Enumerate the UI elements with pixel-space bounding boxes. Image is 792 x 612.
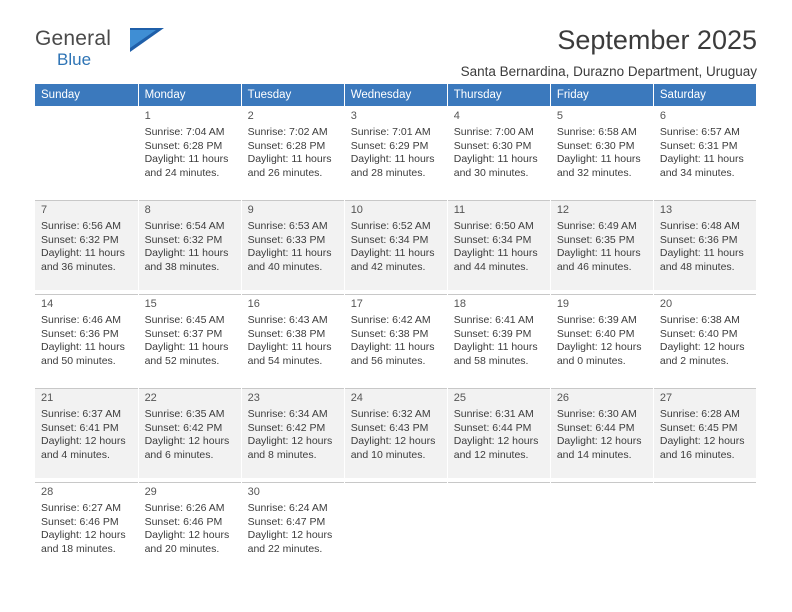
page-header: [35, 0, 757, 82]
day-detail-line: and 50 minutes.: [41, 354, 116, 367]
day-detail-line: and 46 minutes.: [556, 260, 632, 273]
day-detail-line: Sunrise: 6:35 AM: [144, 408, 225, 421]
day-detail-line: Daylight: 12 hours: [144, 529, 230, 542]
weekday-header-tuesday: Tuesday: [241, 84, 344, 107]
day-number: 2: [247, 110, 254, 122]
day-detail-line: Sunrise: 6:28 AM: [659, 408, 740, 421]
day-detail-line: Sunset: 6:31 PM: [659, 139, 738, 152]
day-detail-line: Sunset: 6:33 PM: [247, 233, 326, 246]
day-detail-line: Sunrise: 6:30 AM: [556, 408, 637, 421]
day-number: 24: [350, 392, 363, 404]
day-detail-line: Daylight: 11 hours: [247, 153, 332, 166]
day-number: 22: [144, 392, 157, 404]
day-detail-line: and 20 minutes.: [144, 542, 220, 555]
day-detail-line: Daylight: 12 hours: [659, 341, 745, 354]
day-detail-line: and 0 minutes.: [556, 354, 626, 367]
day-detail-line: Sunset: 6:47 PM: [247, 515, 326, 528]
calendar-day-cell[interactable]: [344, 107, 447, 197]
day-detail-line: and 34 minutes.: [659, 166, 735, 179]
day-detail-line: and 44 minutes.: [453, 260, 529, 273]
calendar-day-cell[interactable]: [138, 201, 241, 291]
day-detail-line: Sunrise: 6:46 AM: [41, 314, 121, 327]
calendar-day-cell[interactable]: [344, 389, 447, 479]
calendar-cell-empty: [35, 107, 138, 197]
day-detail-line: Sunset: 6:30 PM: [556, 139, 635, 152]
calendar-day-cell[interactable]: [550, 107, 653, 197]
calendar-day-cell[interactable]: [35, 483, 138, 573]
day-detail-line: and 54 minutes.: [247, 354, 323, 367]
day-number: 9: [247, 204, 254, 216]
day-detail-line: Sunset: 6:34 PM: [350, 233, 429, 246]
day-detail-line: and 24 minutes.: [144, 166, 220, 179]
day-detail-line: Daylight: 12 hours: [247, 529, 333, 542]
day-detail-line: Sunrise: 6:45 AM: [144, 314, 225, 327]
day-detail-line: Daylight: 11 hours: [350, 341, 435, 354]
calendar-day-cell[interactable]: [241, 107, 344, 197]
logo-text-blue: Blue: [57, 50, 92, 69]
calendar-day-cell[interactable]: [447, 389, 550, 479]
day-detail-line: Sunrise: 7:00 AM: [453, 126, 534, 139]
calendar-day-cell[interactable]: [653, 107, 756, 197]
flag-icon: [130, 28, 164, 52]
calendar-day-cell[interactable]: [138, 295, 241, 385]
day-detail-line: Sunrise: 6:27 AM: [41, 502, 121, 515]
calendar-cell-empty: [344, 483, 447, 573]
day-detail-line: Sunrise: 7:01 AM: [350, 126, 431, 139]
calendar-day-cell[interactable]: [241, 483, 344, 573]
day-number: 14: [41, 298, 54, 310]
weekday-header-wednesday: Wednesday: [344, 84, 447, 107]
day-detail-line: Sunset: 6:28 PM: [247, 139, 326, 152]
day-detail-line: Sunset: 6:44 PM: [556, 421, 635, 434]
day-detail-line: Daylight: 11 hours: [247, 341, 332, 354]
calendar-week-row: [35, 107, 757, 197]
calendar-cell-empty: [550, 483, 653, 573]
day-detail-line: Sunset: 6:36 PM: [41, 327, 119, 340]
day-detail-line: Sunrise: 6:56 AM: [41, 220, 121, 233]
calendar-cell-empty: [653, 483, 756, 573]
day-detail-line: and 30 minutes.: [453, 166, 529, 179]
day-detail-line: and 10 minutes.: [350, 448, 426, 461]
day-detail-line: Daylight: 11 hours: [41, 341, 125, 354]
day-detail-line: and 48 minutes.: [659, 260, 735, 273]
day-number: 11: [453, 204, 466, 216]
calendar-day-cell[interactable]: [653, 295, 756, 385]
day-detail-line: Sunrise: 6:26 AM: [144, 502, 225, 515]
calendar-day-cell[interactable]: [550, 389, 653, 479]
day-detail-line: Sunrise: 6:34 AM: [247, 408, 328, 421]
day-detail-line: Sunset: 6:28 PM: [144, 139, 223, 152]
day-detail-line: Sunset: 6:38 PM: [247, 327, 326, 340]
day-detail-line: and 6 minutes.: [144, 448, 214, 461]
day-detail-line: Daylight: 11 hours: [453, 247, 538, 260]
weekday-header-row: [35, 84, 757, 107]
day-detail-line: Sunrise: 7:04 AM: [144, 126, 225, 139]
logo-text-general: General: [35, 27, 112, 50]
day-detail-line: Daylight: 11 hours: [144, 153, 229, 166]
day-detail-line: Sunrise: 6:43 AM: [247, 314, 328, 327]
day-detail-line: Sunset: 6:37 PM: [144, 327, 223, 340]
day-detail-line: Sunset: 6:30 PM: [453, 139, 532, 152]
day-detail-line: Sunrise: 6:32 AM: [350, 408, 431, 421]
day-detail-line: Sunset: 6:36 PM: [659, 233, 738, 246]
day-detail-line: Sunset: 6:46 PM: [41, 515, 119, 528]
day-detail-line: Daylight: 12 hours: [556, 435, 642, 448]
calendar-day-cell[interactable]: [344, 201, 447, 291]
day-detail-line: Sunset: 6:44 PM: [453, 421, 532, 434]
calendar-day-cell[interactable]: [653, 201, 756, 291]
day-detail-line: and 8 minutes.: [247, 448, 317, 461]
day-detail-line: Daylight: 11 hours: [41, 247, 125, 260]
day-detail-line: Daylight: 11 hours: [453, 153, 538, 166]
day-detail-line: Sunset: 6:32 PM: [41, 233, 119, 246]
day-detail-line: and 56 minutes.: [350, 354, 426, 367]
day-detail-line: Sunset: 6:43 PM: [350, 421, 429, 434]
day-number: 15: [144, 298, 157, 310]
day-detail-line: Sunrise: 6:54 AM: [144, 220, 225, 233]
day-detail-line: and 18 minutes.: [41, 542, 116, 555]
day-detail-line: Sunrise: 6:48 AM: [659, 220, 740, 233]
day-detail-line: and 26 minutes.: [247, 166, 323, 179]
day-number: 6: [659, 110, 666, 122]
day-detail-line: and 22 minutes.: [247, 542, 323, 555]
day-detail-line: Sunrise: 6:58 AM: [556, 126, 637, 139]
day-detail-line: Sunrise: 6:38 AM: [659, 314, 740, 327]
calendar-day-cell[interactable]: [241, 201, 344, 291]
day-detail-line: Sunrise: 6:49 AM: [556, 220, 637, 233]
day-detail-line: Sunrise: 6:52 AM: [350, 220, 431, 233]
day-detail-line: Daylight: 11 hours: [659, 247, 744, 260]
page-subtitle: Santa Bernardina, Durazno Department, Uruguay: [460, 64, 757, 79]
day-detail-line: Daylight: 11 hours: [350, 247, 435, 260]
day-number: 13: [659, 204, 673, 216]
day-number: 23: [247, 392, 260, 404]
day-number: 30: [247, 486, 260, 498]
day-detail-line: Daylight: 12 hours: [41, 529, 126, 542]
calendar-week-row: [35, 201, 757, 291]
calendar-day-cell[interactable]: [550, 201, 653, 291]
day-detail-line: Daylight: 12 hours: [247, 435, 333, 448]
day-detail-line: Daylight: 12 hours: [350, 435, 436, 448]
calendar-day-cell[interactable]: [653, 389, 756, 479]
weekday-header-monday: Monday: [138, 84, 241, 107]
day-detail-line: Daylight: 11 hours: [659, 153, 744, 166]
day-detail-line: Sunrise: 6:41 AM: [453, 314, 534, 327]
calendar-week-row: [35, 389, 757, 479]
day-detail-line: Sunrise: 6:57 AM: [659, 126, 740, 139]
day-detail-line: Daylight: 11 hours: [556, 247, 641, 260]
day-detail-line: Daylight: 11 hours: [556, 153, 641, 166]
day-detail-line: Daylight: 12 hours: [659, 435, 745, 448]
day-detail-line: Sunset: 6:40 PM: [659, 327, 738, 340]
day-number: 21: [41, 392, 54, 404]
day-number: 26: [556, 392, 570, 404]
day-number: 28: [41, 486, 54, 498]
day-number: 5: [556, 110, 563, 122]
calendar-day-cell[interactable]: [241, 389, 344, 479]
calendar-week-row: [35, 483, 757, 573]
day-detail-line: Sunrise: 6:24 AM: [247, 502, 328, 515]
day-number: 20: [659, 298, 673, 310]
day-detail-line: and 38 minutes.: [144, 260, 220, 273]
calendar-day-cell[interactable]: [550, 295, 653, 385]
day-detail-line: Sunrise: 6:50 AM: [453, 220, 534, 233]
day-detail-line: and 14 minutes.: [556, 448, 632, 461]
day-number: 25: [453, 392, 466, 404]
day-detail-line: Sunset: 6:32 PM: [144, 233, 223, 246]
day-detail-line: and 4 minutes.: [41, 448, 110, 461]
calendar-day-cell[interactable]: [35, 295, 138, 385]
day-detail-line: Sunset: 6:45 PM: [659, 421, 738, 434]
day-detail-line: Daylight: 11 hours: [144, 247, 229, 260]
day-detail-line: and 12 minutes.: [453, 448, 529, 461]
day-detail-line: Sunrise: 6:53 AM: [247, 220, 328, 233]
day-detail-line: Sunrise: 6:39 AM: [556, 314, 637, 327]
page-title: September 2025: [557, 25, 757, 55]
weekday-header-friday: Friday: [550, 84, 653, 107]
title-block: [461, 24, 757, 82]
day-detail-line: and 2 minutes.: [659, 354, 729, 367]
weekday-header-thursday: Thursday: [447, 84, 550, 107]
calendar-day-cell[interactable]: [138, 107, 241, 197]
day-detail-line: and 58 minutes.: [453, 354, 529, 367]
day-detail-line: Daylight: 11 hours: [350, 153, 435, 166]
weekday-header-sunday: Sunday: [35, 84, 138, 107]
day-number: 18: [453, 298, 466, 310]
day-detail-line: Sunset: 6:38 PM: [350, 327, 429, 340]
day-detail-line: Daylight: 11 hours: [247, 247, 332, 260]
day-number: 16: [247, 298, 260, 310]
logo[interactable]: [35, 28, 255, 80]
day-detail-line: Daylight: 11 hours: [144, 341, 229, 354]
day-detail-line: and 28 minutes.: [350, 166, 426, 179]
day-detail-line: Sunset: 6:42 PM: [247, 421, 326, 434]
day-number: 7: [41, 204, 48, 216]
calendar-cell-empty: [447, 483, 550, 573]
day-detail-line: Daylight: 12 hours: [556, 341, 642, 354]
day-detail-line: Sunset: 6:35 PM: [556, 233, 635, 246]
calendar-table: [35, 84, 757, 572]
weekday-header-saturday: Saturday: [653, 84, 756, 107]
day-detail-line: Sunrise: 7:02 AM: [247, 126, 328, 139]
day-detail-line: and 52 minutes.: [144, 354, 220, 367]
day-detail-line: Sunset: 6:40 PM: [556, 327, 635, 340]
day-detail-line: Daylight: 11 hours: [453, 341, 538, 354]
day-detail-line: Sunrise: 6:42 AM: [350, 314, 431, 327]
day-detail-line: Sunrise: 6:37 AM: [41, 408, 121, 421]
calendar-body: [35, 107, 757, 573]
day-detail-line: and 16 minutes.: [659, 448, 735, 461]
day-number: 3: [350, 110, 357, 122]
day-detail-line: Sunset: 6:39 PM: [453, 327, 532, 340]
day-number: 17: [350, 298, 363, 310]
day-number: 29: [144, 486, 157, 498]
calendar-day-cell[interactable]: [447, 107, 550, 197]
calendar-day-cell[interactable]: [447, 295, 550, 385]
calendar-day-cell[interactable]: [241, 295, 344, 385]
calendar-day-cell[interactable]: [35, 201, 138, 291]
day-number: 10: [350, 204, 363, 216]
calendar-head: [35, 84, 757, 107]
day-detail-line: and 40 minutes.: [247, 260, 323, 273]
day-number: 1: [144, 110, 151, 122]
day-detail-line: and 32 minutes.: [556, 166, 632, 179]
day-detail-line: Sunset: 6:42 PM: [144, 421, 223, 434]
calendar-day-cell[interactable]: [344, 295, 447, 385]
day-detail-line: and 42 minutes.: [350, 260, 426, 273]
day-detail-line: Daylight: 12 hours: [144, 435, 230, 448]
day-number: 19: [556, 298, 570, 310]
day-detail-line: Sunrise: 6:31 AM: [453, 408, 534, 421]
day-detail-line: Sunset: 6:46 PM: [144, 515, 223, 528]
calendar-week-row: [35, 295, 757, 385]
day-number: 4: [453, 110, 460, 122]
calendar-day-cell[interactable]: [138, 483, 241, 573]
day-detail-line: Sunset: 6:34 PM: [453, 233, 532, 246]
day-number: 8: [144, 204, 151, 216]
calendar-day-cell[interactable]: [35, 389, 138, 479]
day-number: 27: [659, 392, 673, 404]
calendar-day-cell[interactable]: [138, 389, 241, 479]
day-detail-line: Sunset: 6:29 PM: [350, 139, 429, 152]
calendar-day-cell[interactable]: [447, 201, 550, 291]
day-detail-line: Daylight: 12 hours: [453, 435, 539, 448]
day-detail-line: and 36 minutes.: [41, 260, 116, 273]
day-detail-line: Sunset: 6:41 PM: [41, 421, 119, 434]
day-detail-line: Daylight: 12 hours: [41, 435, 126, 448]
day-number: 12: [556, 204, 570, 216]
